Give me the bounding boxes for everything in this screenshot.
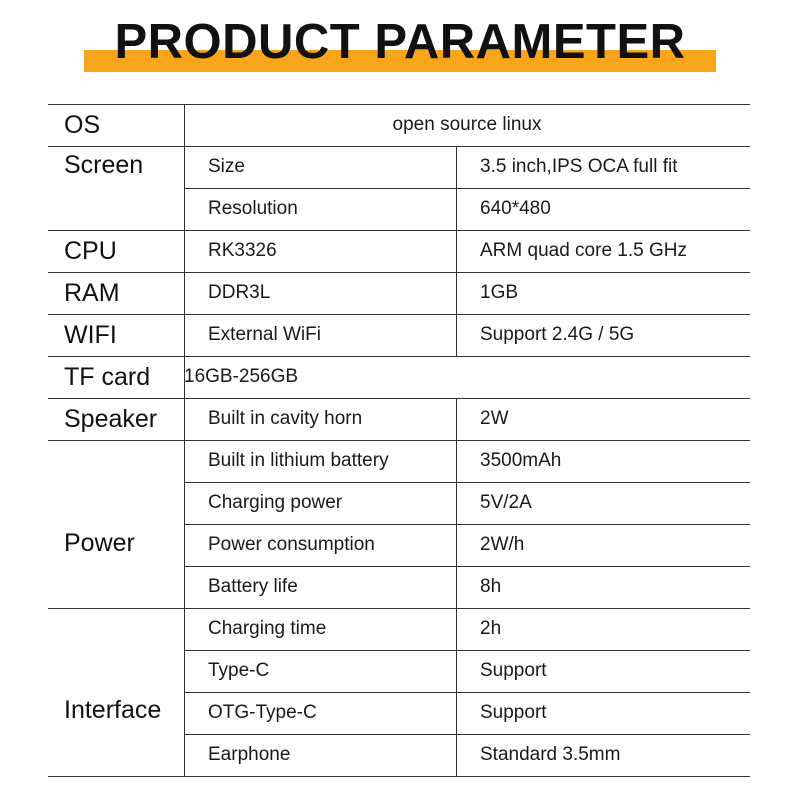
column-divider	[456, 146, 457, 188]
category-label: Screen	[64, 151, 144, 179]
table-cell: OTG-Type-C	[208, 702, 317, 723]
column-divider	[456, 608, 457, 650]
table-cell: 1GB	[480, 282, 519, 303]
category-label: RAM	[64, 279, 120, 307]
table-cell: 3.5 inch,IPS OCA full fit	[480, 156, 678, 177]
title-area	[0, 0, 800, 90]
category-label: CPU	[64, 237, 117, 265]
category-label: Power	[64, 529, 135, 557]
table-cell: Built in cavity horn	[208, 408, 363, 429]
spec-table	[48, 104, 750, 777]
table-cell: DDR3L	[208, 282, 271, 303]
table-cell: Size	[208, 156, 245, 177]
column-divider	[456, 440, 457, 482]
column-divider	[456, 566, 457, 608]
column-divider	[456, 692, 457, 734]
category-label: Interface	[64, 696, 162, 724]
table-cell: Support 2.4G / 5G	[480, 324, 635, 345]
category-label: WIFI	[64, 321, 117, 349]
column-divider	[184, 104, 185, 776]
column-divider	[456, 482, 457, 524]
column-divider	[456, 188, 457, 230]
column-divider	[456, 650, 457, 692]
category-label: TF card	[64, 363, 151, 391]
table-cell: Resolution	[208, 198, 298, 219]
table-cell: 640*480	[480, 198, 551, 219]
category-label: Speaker	[64, 405, 158, 433]
table-cell: Power consumption	[208, 534, 375, 555]
row-divider	[48, 608, 750, 609]
table-cell: open source linux	[392, 114, 542, 135]
table-cell: External WiFi	[208, 324, 321, 345]
table-cell: RK3326	[208, 240, 277, 261]
column-divider	[456, 272, 457, 314]
table-cell: Support	[480, 660, 547, 681]
column-divider	[456, 524, 457, 566]
column-divider	[456, 734, 457, 776]
table-cell: 2h	[480, 618, 502, 639]
table-cell: 16GB-256GB	[184, 366, 299, 387]
category-label: OS	[64, 111, 101, 139]
row-divider	[48, 314, 750, 315]
table-bottom-border	[48, 776, 750, 777]
table-cell: Support	[480, 702, 547, 723]
row-divider	[48, 440, 750, 441]
table-cell: 2W/h	[480, 534, 525, 555]
table-cell: Built in lithium battery	[208, 450, 389, 471]
table-cell: 2W	[480, 408, 509, 429]
table-cell: Standard 3.5mm	[480, 744, 621, 765]
table-cell: Charging time	[208, 618, 327, 639]
table-cell: Earphone	[208, 744, 291, 765]
table-cell: ARM quad core 1.5 GHz	[480, 240, 687, 261]
row-divider	[48, 272, 750, 273]
column-divider	[456, 314, 457, 356]
table-cell: Type-C	[208, 660, 270, 681]
table-cell: 8h	[480, 576, 502, 597]
table-cell: Charging power	[208, 492, 343, 513]
table-cell: Battery life	[208, 576, 298, 597]
column-divider	[456, 230, 457, 272]
table-cell: 5V/2A	[480, 492, 532, 513]
row-divider	[48, 356, 750, 357]
table-cell: 3500mAh	[480, 450, 562, 471]
page-title: PRODUCT PARAMETER	[114, 15, 686, 69]
column-divider	[456, 398, 457, 440]
